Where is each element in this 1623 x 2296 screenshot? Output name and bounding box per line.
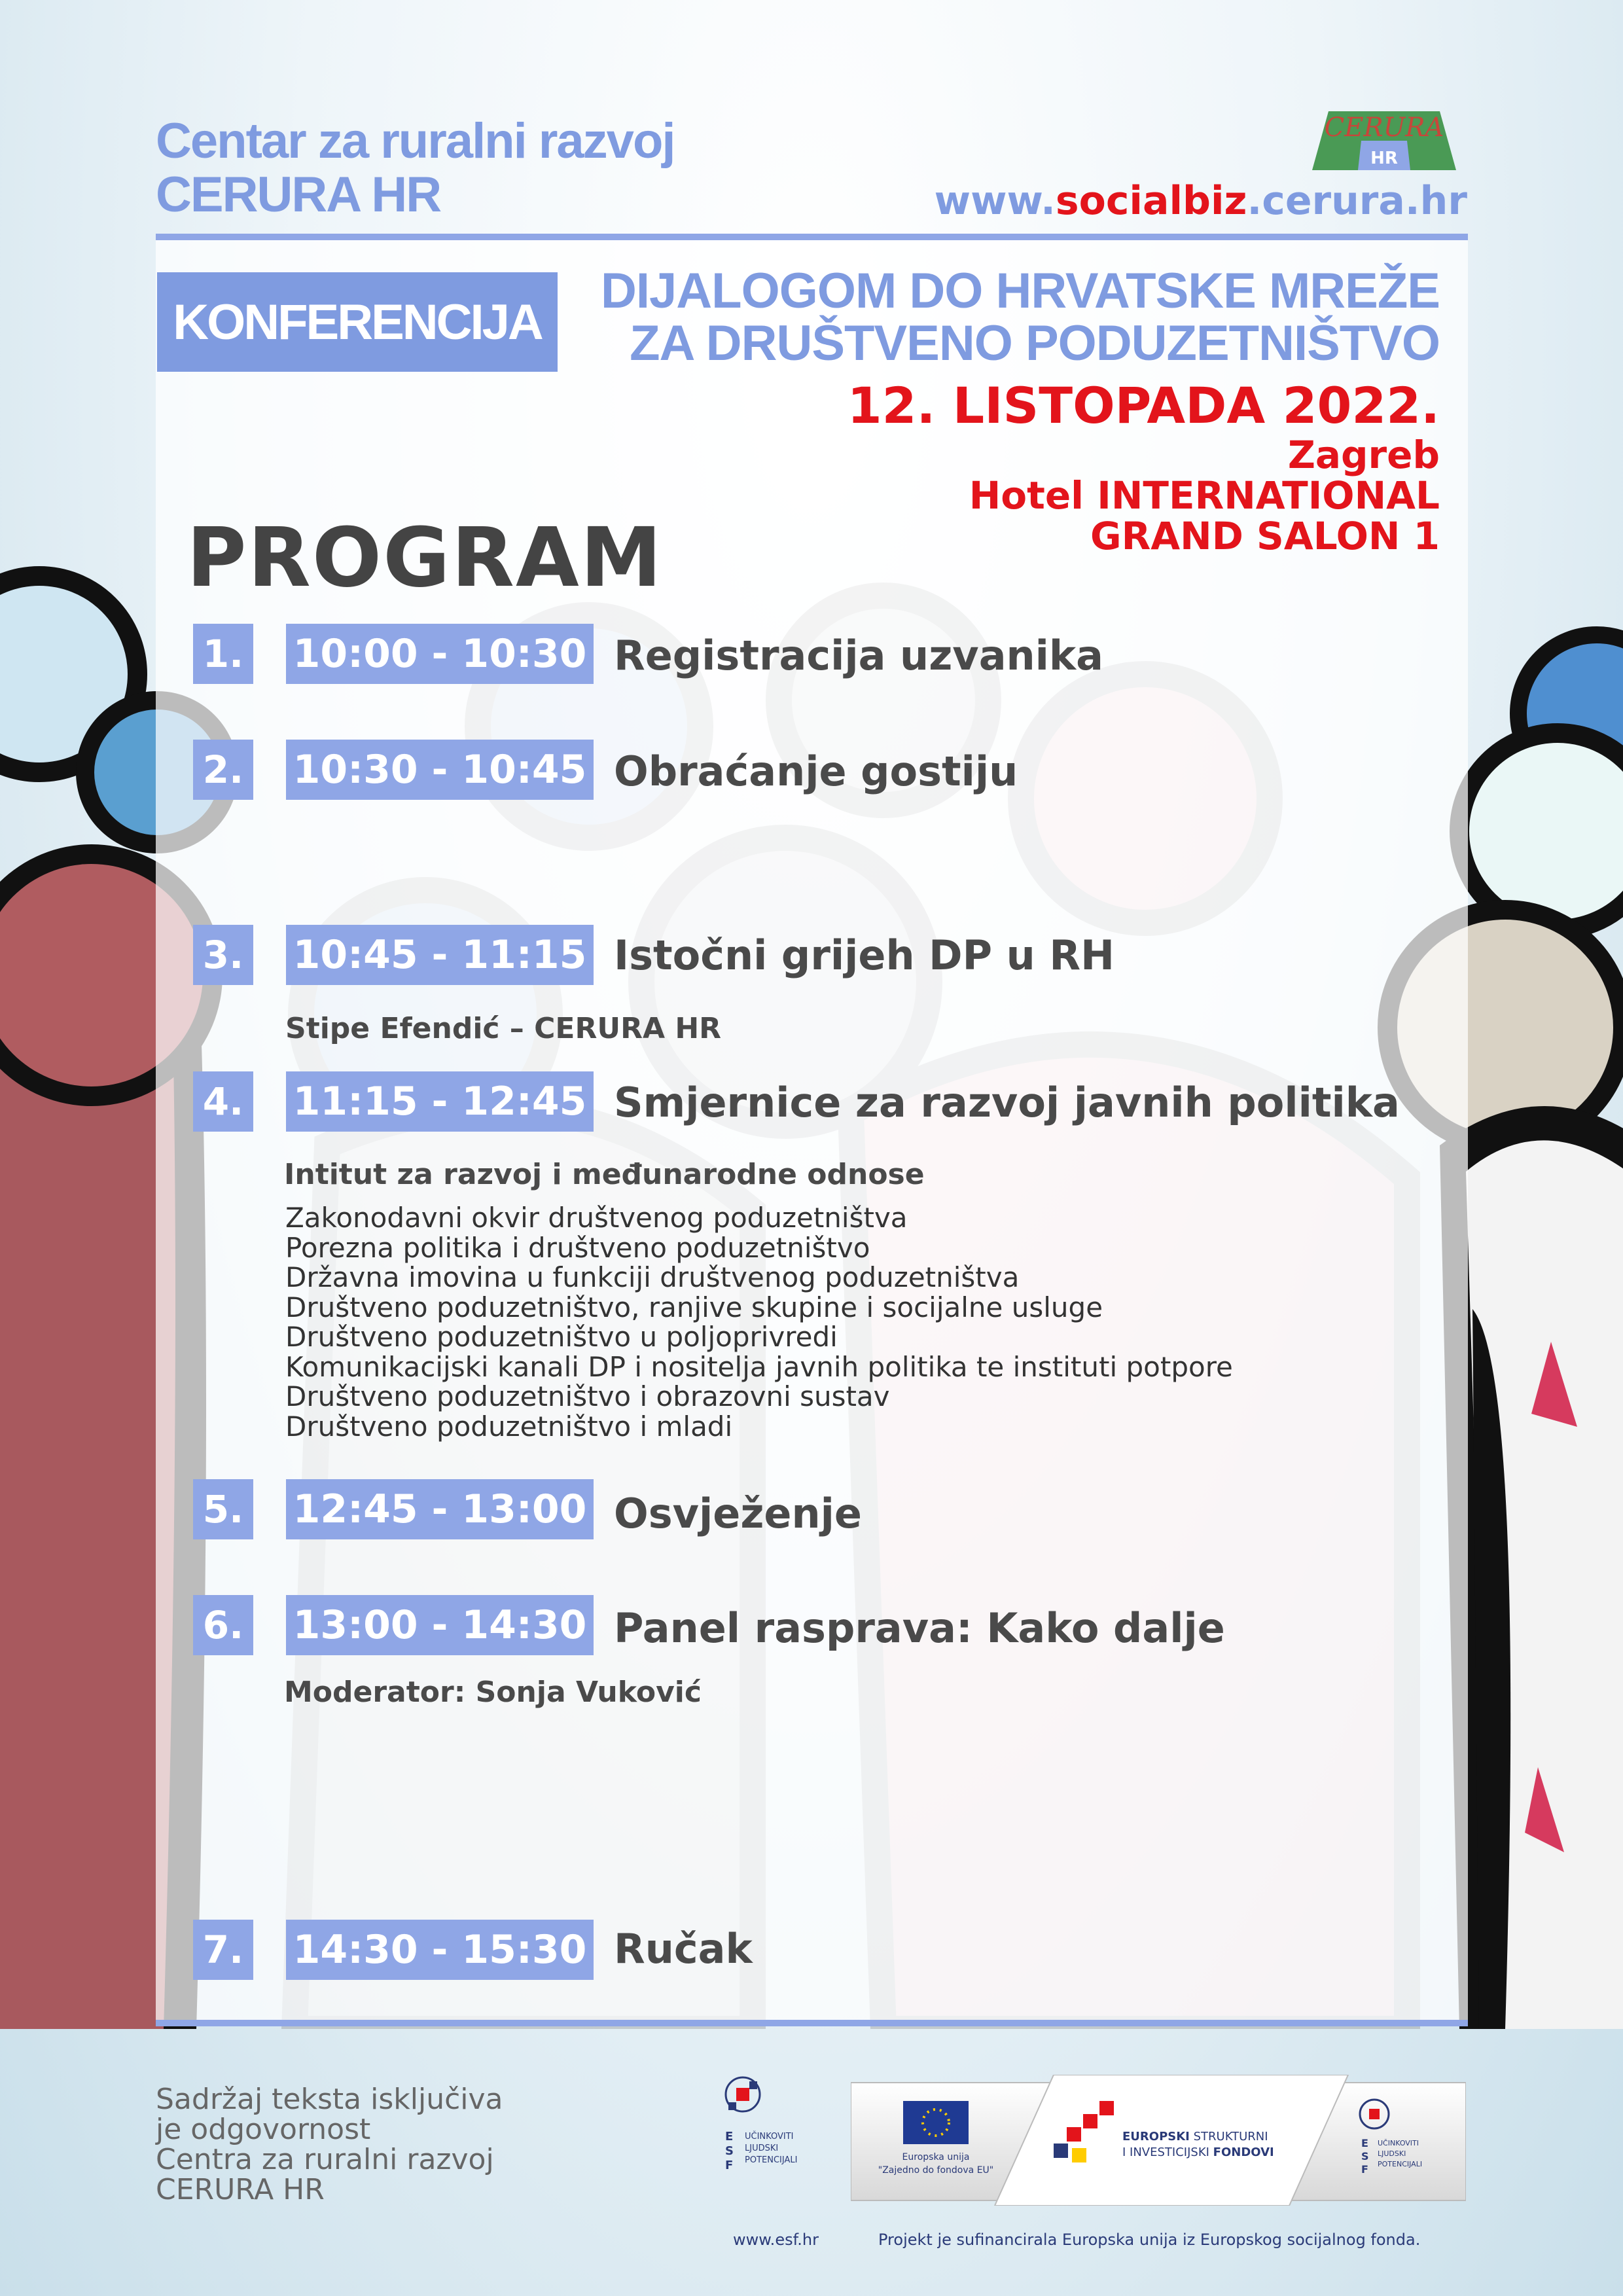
program-item-topic: Smjernice za razvoj javnih politika [614,1079,1400,1126]
footer-divider [156,2020,1468,2026]
program-item-topic: Registracija uzvanika [614,632,1103,679]
disclaimer-line: CERURA HR [156,2173,325,2206]
disclaimer-line: Centra za ruralni razvoj [156,2143,494,2176]
program-item-time: 11:15 - 12:45 [286,1071,594,1132]
subtopic-item: Državna imovina u funkciji društvenog poduzetništva [285,1261,1020,1293]
event-hall: GRAND SALON 1 [1090,514,1440,558]
event-venue [969,435,1440,556]
program-item-number: 4. [193,1071,253,1132]
program-item-number: 5. [193,1479,253,1539]
eu-funds-logo-strip [851,2075,1466,2206]
organization-name-line2: CERURA HR [156,167,441,223]
disclaimer-line: je odgovornost [156,2113,371,2146]
website-link[interactable] [935,178,1467,224]
event-hotel: Hotel INTERNATIONAL [969,473,1440,518]
esf-logo [707,2068,805,2179]
esf-word: POTENCIJALI [745,2155,798,2165]
subtopic-item: Komunikacijski kanali DP i nositelja javnih politika te instituti potpore [285,1350,1233,1383]
program-item-topic: Ručak [614,1925,753,1973]
website-highlight: socialbiz [1055,178,1247,224]
svg-text:EUROPSKI STRUKTURNI [1122,2130,1268,2144]
svg-text:I INVESTICIJSKI FONDOVI [1122,2145,1274,2159]
esf-word: LJUDSKI [1378,2149,1406,2158]
disclaimer-text [156,2085,503,2205]
website-prefix: www. [934,178,1056,224]
disclaimer-line: Sadržaj teksta isključiva [156,2083,503,2116]
cerura-logo [1302,105,1466,177]
event-title-line2: ZA DRUŠTVENO PODUZETNIŠTVO [630,315,1440,371]
subtopic-item: Društveno poduzetništvo i mladi [285,1410,733,1443]
event-date: 12. LISTOPADA 2022. [847,376,1440,435]
esf-word: LJUDSKI [745,2144,779,2153]
eu-motto: "Zajedno do fondova EU" [878,2165,994,2176]
subtopic-item: Društveno poduzetništvo i obrazovni sustav [285,1380,890,1412]
header-divider [156,234,1468,240]
subtopic-item: Društveno poduzetništvo, ranjive skupine i socijalne usluge [285,1291,1103,1323]
eu-flag-icon [903,2101,969,2144]
program-item-speaker: Moderator: Sonja Vuković [284,1676,702,1709]
esf-word: POTENCIJALI [1378,2160,1423,2168]
logo-sub: HR [1370,149,1398,168]
website-suffix: .cerura.hr [1247,178,1467,224]
program-item-time: 10:30 - 10:45 [286,740,594,800]
esf-letter: E [725,2130,734,2144]
program-item-number: 6. [193,1595,253,1655]
subtopic-item: Zakonodavni okvir društvenog poduzetništva [285,1202,908,1234]
program-item-speaker: Intitut za razvoj i međunarodne odnose [284,1158,925,1191]
program-item-topic: Obraćanje gostiju [614,747,1018,795]
event-city: Zagreb [1287,433,1440,477]
cofunding-note: Projekt je sufinancirala Europska unija iz Europskog socijalnog fonda. [878,2231,1421,2249]
eu-label: Europska unija [902,2152,970,2162]
esf-letter: E [1361,2137,1368,2149]
esf-word: UČINKOVITI [1378,2139,1419,2147]
esf-letter: F [1361,2163,1368,2176]
program-item-time: 12:45 - 13:00 [286,1479,594,1539]
esf-url-link[interactable]: www.esf.hr [733,2231,819,2249]
program-item-number: 7. [193,1920,253,1980]
event-title [601,265,1440,370]
program-item-topic: Istočni grijeh DP u RH [614,931,1115,979]
program-item-number: 2. [193,740,253,800]
logo-text: CERURA [1324,113,1444,143]
subtopic-item: Porezna politika i društveno poduzetništvo [285,1231,870,1264]
program-item-time: 10:45 - 11:15 [286,925,594,985]
esf-letter: F [725,2159,734,2172]
funds-line1-bold: EUROPSKI [1122,2130,1190,2144]
program-item-number: 1. [193,624,253,684]
subtopic-list [285,1203,1233,1441]
funds-line1-rest: STRUKTURNI [1189,2130,1268,2144]
subtopic-item: Društveno poduzetništvo u poljoprivredi [285,1321,838,1353]
program-item-time: 13:00 - 14:30 [286,1595,594,1655]
program-item-time: 10:00 - 10:30 [286,624,594,684]
event-title-line1: DIJALOGOM DO HRVATSKE MREŽE [601,263,1440,319]
organization-name [156,115,675,222]
esf-letter: S [725,2144,734,2158]
program-item-time: 14:30 - 15:30 [286,1920,594,1980]
program-heading: PROGRAM [187,511,664,605]
esf-word: UČINKOVITI [745,2132,794,2142]
program-item-topic: Osvježenje [614,1490,862,1537]
funds-line2-rest: I INVESTICIJSKI [1122,2145,1213,2159]
organization-name-line1: Centar za ruralni razvoj [156,113,675,169]
program-item-speaker: Stipe Efendić – CERURA HR [285,1012,722,1045]
conference-badge: KONFERENCIJA [157,272,558,372]
funds-line2-bold: FONDOVI [1213,2145,1274,2159]
esf-letter: S [1361,2150,1369,2162]
program-item-topic: Panel rasprava: Kako dalje [614,1604,1225,1652]
program-item-number: 3. [193,925,253,985]
